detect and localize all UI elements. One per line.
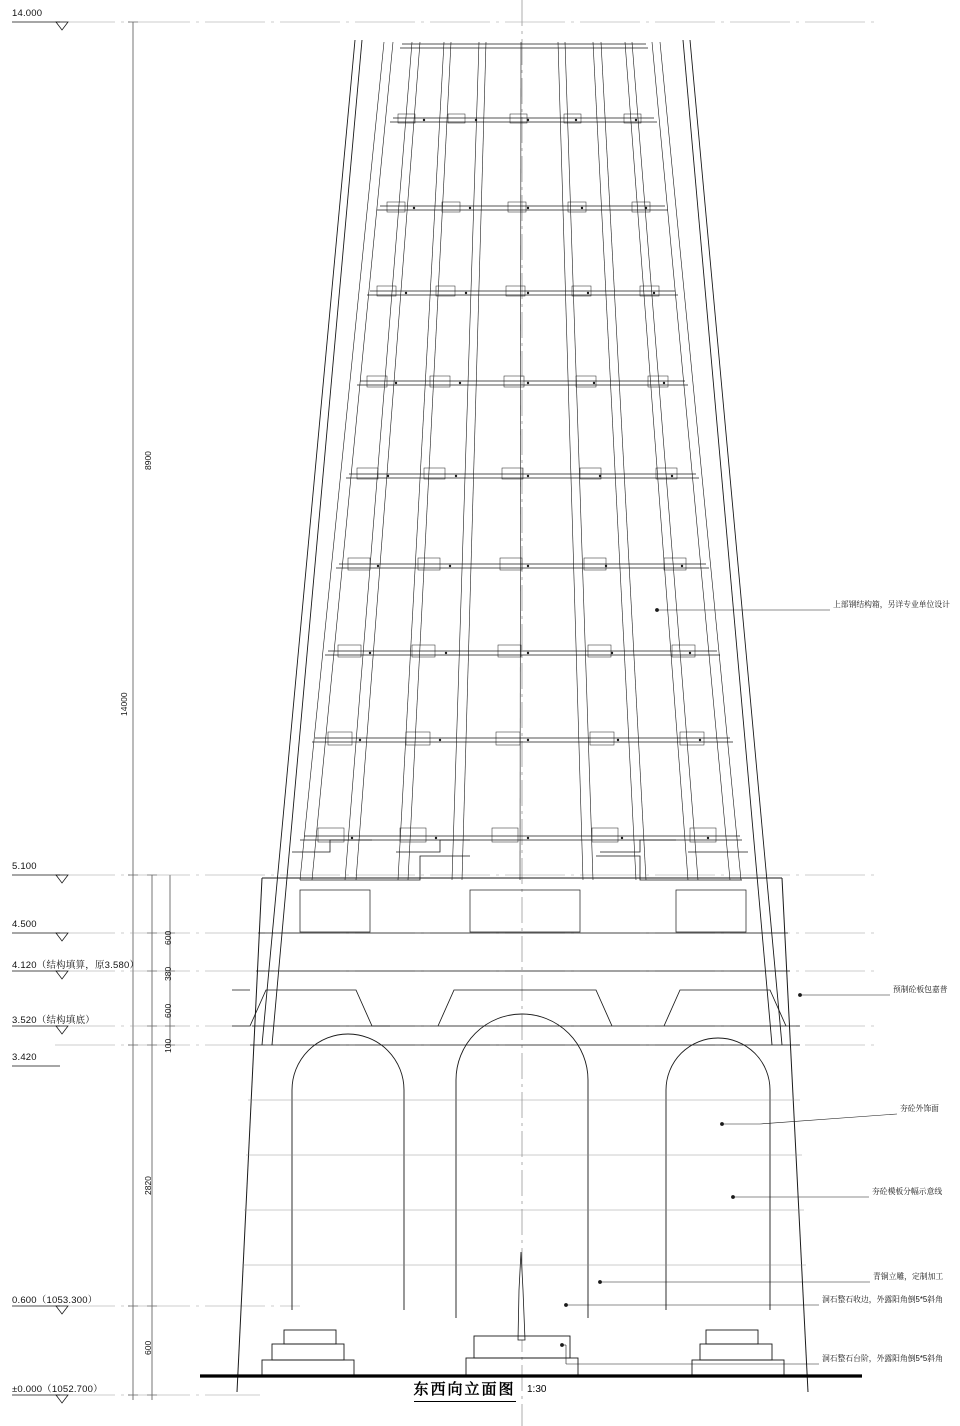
drawing-title: 东西向立面图 <box>414 1378 516 1402</box>
dimension-value: 14000 <box>119 692 129 716</box>
annotation-leaders <box>560 608 897 1364</box>
dimension-value: 600 <box>143 1340 153 1355</box>
drawing-title-block <box>0 1378 960 1402</box>
level-label: 4.120（结构填算，原3.580） <box>12 960 140 971</box>
level-label: 3.420 <box>12 1052 37 1063</box>
level-label: 4.500 <box>12 919 37 930</box>
annotation-note: 夯砼模板分幅示意线 <box>872 1187 943 1196</box>
level-label: 0.600（1053.300） <box>12 1295 98 1306</box>
dimension-value: 8900 <box>143 451 153 470</box>
level-label: 5.100 <box>12 861 37 872</box>
annotation-note: 青铜立雕，定制加工 <box>873 1272 944 1281</box>
level-extension-lines <box>55 22 880 1395</box>
dimension-value: 380 <box>163 966 173 981</box>
annotation-note: 洞石整石台阶，外露阳角倒5*5斜角 <box>822 1354 943 1363</box>
dimension-value: 600 <box>163 1003 173 1018</box>
dimension-value: 600 <box>163 930 173 945</box>
level-label: ±0.000（1052.700） <box>12 1384 103 1395</box>
level-markers <box>12 22 68 1403</box>
annotation-note: 预制砼板包嘉普 <box>893 985 948 994</box>
annotation-note: 夯砼外饰面 <box>900 1104 939 1113</box>
annotation-note: 洞石整石收边，外露阳角倒5*5斜角 <box>822 1295 943 1304</box>
dimension-value: 100 <box>163 1038 173 1053</box>
dimension-value: 2820 <box>143 1176 153 1195</box>
base-structure <box>232 878 808 1392</box>
level-label: 14.000 <box>12 8 43 19</box>
drawing-scale: 1:30 <box>527 1384 547 1395</box>
level-label: 3.520（结构填底） <box>12 1015 95 1026</box>
steel-frame-structure <box>262 40 782 1045</box>
annotation-note: 上部钢结构箱，另详专业单位设计 <box>833 600 950 609</box>
